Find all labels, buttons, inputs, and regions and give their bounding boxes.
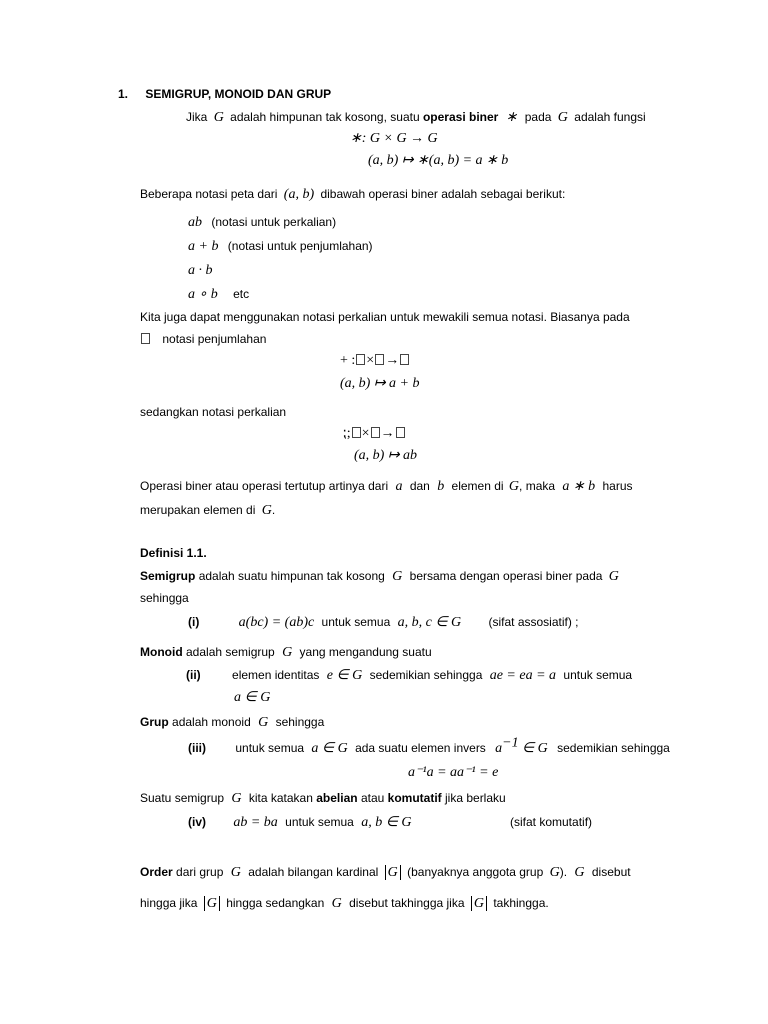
notation-item: a ∘ b etc [188, 287, 250, 302]
paragraph-notation-cont: notasi penjumlahan [140, 331, 266, 347]
cardinality-G: G [385, 865, 401, 880]
missing-glyph-icon [352, 427, 361, 438]
notation-item: a + b (notasi untuk penjumlahan) [188, 239, 373, 254]
cardinality-G: G [471, 896, 487, 911]
paragraph-notation: Kita juga dapat menggunakan notasi perkalian untuk mewakili semua notasi. Biasanya pada [140, 310, 630, 324]
notation-item: ab (notasi untuk perkalian) [188, 215, 337, 230]
order-definition-cont: hingga jika G hingga sedangkan G disebut takhingga jika G takhingga. [140, 896, 549, 911]
axiom-commutative-note: (sifat komutatif) [510, 815, 593, 829]
axiom-commutative: (iv) ab = ba untuk semua a, b ∈ G [188, 815, 412, 830]
closure-line-2: merupakan elemen di G. [140, 503, 276, 518]
section-heading [118, 86, 331, 102]
notation-intro: Beberapa notasi peta dari (a, b) dibawah operasi biner adalah sebagai berikut: [140, 187, 566, 202]
semigroup-definition: Semigrup adalah suatu himpunan tak kosong G bersama dengan operasi biner pada G [140, 569, 619, 584]
group-definition: Grup adalah monoid G sehingga [140, 715, 325, 730]
cardinality-G: G [204, 896, 220, 911]
definition-title: Definisi 1.1. [140, 546, 207, 560]
intro-line: Jika G adalah himpunan tak kosong, suatu operasi biner ∗ pada G adalah fungsi [186, 110, 646, 125]
missing-glyph-icon [396, 427, 405, 438]
missing-glyph-icon [356, 354, 365, 365]
binary-operation-rule: (a, b) ↦ ∗(a, b) = a ∗ b [368, 153, 509, 168]
axiom-associative: (i) a(bc) = (ab)c untuk semua a, b, c ∈ G (sifat assosiatif) ; [188, 615, 579, 630]
multiplication-intro: sedangkan notasi perkalian [140, 405, 287, 419]
symbol-G: G [213, 110, 224, 125]
multiplication-map: ⁏; × → [342, 426, 406, 442]
notation-item: a · b [188, 263, 213, 278]
addition-rule: (a, b) ↦ a + b [340, 376, 420, 391]
axiom-identity: (ii) elemen identitas e ∈ G sedemikian sehingga ae = ea = a untuk semua [186, 668, 633, 683]
section-title: SEMIGRUP, MONOID DAN GRUP [145, 87, 332, 101]
inverse-equation: a⁻¹a = aa⁻¹ = e [408, 765, 499, 780]
missing-glyph-icon [400, 354, 409, 365]
closure-line-1: Operasi biner atau operasi tertutup artinya dari a dan b elemen di G, maka a ∗ b harus [140, 479, 633, 494]
order-definition: Order dari grup G adalah bilangan kardinal G (banyaknya anggota grup G). G disebut [140, 865, 631, 880]
abelian-definition: Suatu semigrup G kita katakan abelian atau komutatif jika berlaku [140, 791, 506, 806]
binary-operation-map: ∗: G × G → G [350, 131, 438, 146]
missing-glyph-icon [141, 333, 150, 344]
axiom-identity-cont: a ∈ G [234, 690, 271, 705]
axiom-inverse: (iii) untuk semua a ∈ G ada suatu elemen invers $a^{-1}$ ∈ G sedemikian sehingga [188, 735, 670, 756]
section-number: 1. [118, 87, 129, 101]
missing-glyph-icon [375, 354, 384, 365]
addition-map: + : × → [340, 353, 410, 369]
multiplication-rule: (a, b) ↦ ab [354, 448, 418, 463]
monoid-definition: Monoid adalah semigrup G yang mengandung suatu [140, 645, 432, 660]
missing-glyph-icon [371, 427, 380, 438]
semigroup-definition-cont: sehingga [140, 591, 189, 605]
